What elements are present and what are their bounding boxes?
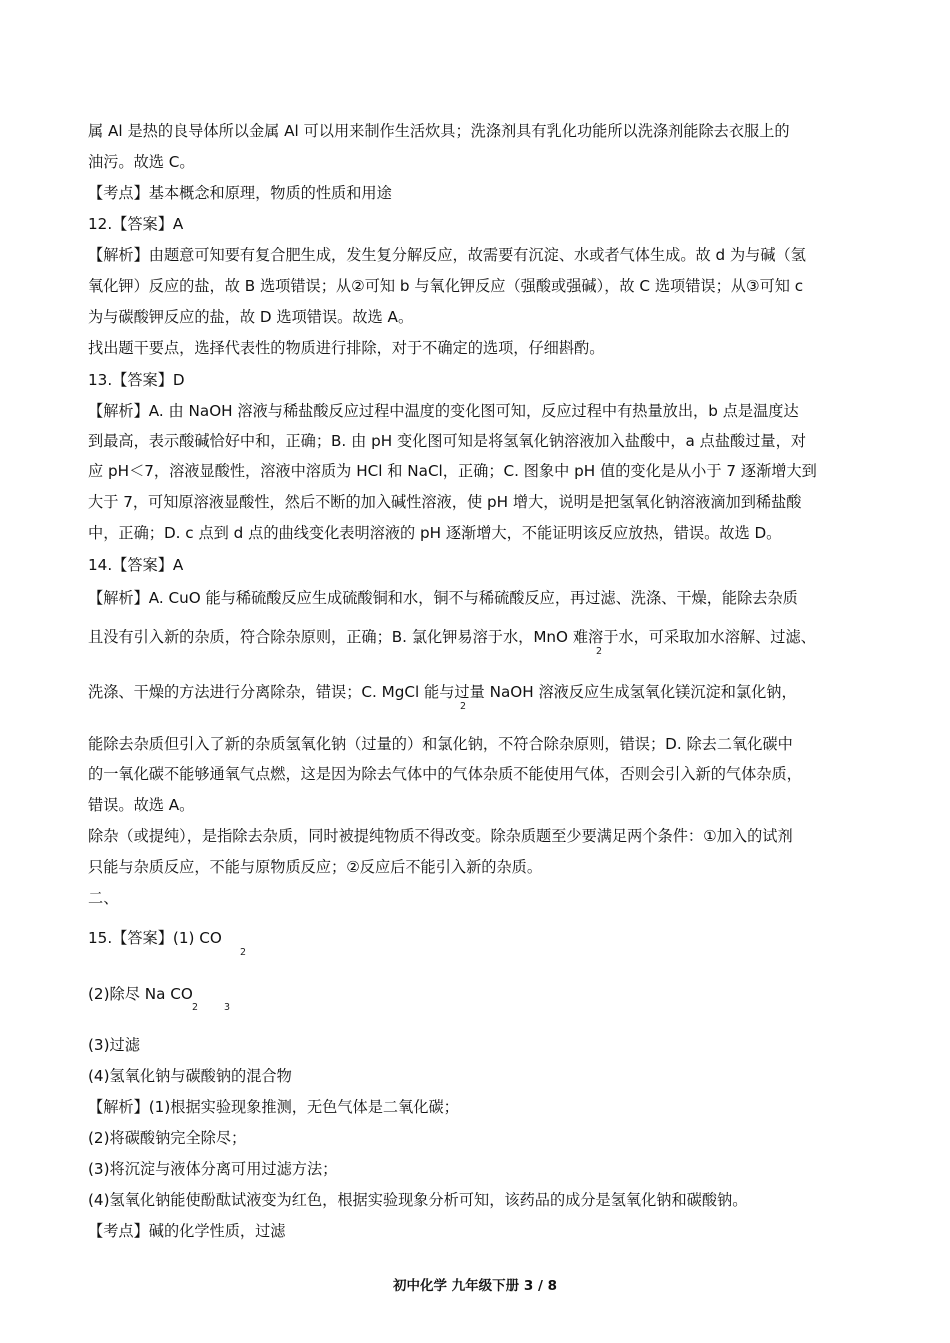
text-line: 大于 7，可知原溶液显酸性，然后不断的加入碱性溶液，使 pH 增大，说明是把氢氧化钠溶液滴加到稀盐酸 bbox=[88, 493, 802, 511]
text-line: 【解析】A. CuO 能与稀硫酸反应生成硫酸铜和水，铜不与稀硫酸反应，再过滤、洗涤、干燥，能除去杂质 bbox=[88, 589, 798, 607]
text-line: 错误。故选 A。 bbox=[88, 796, 195, 814]
text-line: (2)除尽 Na CO bbox=[88, 985, 193, 1003]
section-number: 二、 bbox=[88, 889, 119, 907]
text-line: 找出题干要点，选择代表性的物质进行排除，对于不确定的选项，仔细斟酌。 bbox=[88, 339, 605, 357]
text-line: 到最高，表示酸碱恰好中和，正确；B. 由 pH 变化图可知是将氢氧化钠溶液加入盐酸中，a 点盐酸过量，对 bbox=[88, 432, 806, 450]
text-line: 为与碳酸钾反应的盐，故 D 选项错误。故选 A。 bbox=[88, 308, 414, 326]
answer-heading: 13.【答案】D bbox=[88, 371, 185, 389]
text-line: 【解析】由题意可知要有复合肥生成，发生复分解反应，故需要有沉淀、水或者气体生成。故 d 为与碱（氢 bbox=[88, 246, 806, 264]
subscript: 3 bbox=[224, 1002, 231, 1013]
text-line: (4)氢氧化钠能使酚酞试液变为红色，根据实验现象分析可知，该药品的成分是氢氧化钠和碳酸钠。 bbox=[88, 1191, 748, 1209]
section-heading: 【考点】碱的化学性质，过滤 bbox=[88, 1222, 286, 1240]
text-line: 属 Al 是热的良导体所以金属 Al 可以用来制作生活炊具；洗涤剂具有乳化功能所以洗涤剂能除去衣服上的 bbox=[88, 122, 790, 140]
subscript: 2 bbox=[460, 701, 467, 712]
section-heading: 【考点】基本概念和原理，物质的性质和用途 bbox=[88, 184, 392, 202]
answer-heading: 12.【答案】A bbox=[88, 215, 184, 233]
text-line: (4)氢氧化钠与碳酸钠的混合物 bbox=[88, 1067, 292, 1085]
text-line: 【解析】(1)根据实验现象推测，无色气体是二氧化碳； bbox=[88, 1098, 459, 1116]
text-line: 应 pH＜7，溶液显酸性，溶液中溶质为 HCl 和 NaCl，正确；C. 图象中 pH 值的变化是从小于 7 逐渐增大到 bbox=[88, 462, 817, 480]
text-line: 油污。故选 C。 bbox=[88, 153, 195, 171]
text-line: 中，正确；D. c 点到 d 点的曲线变化表明溶液的 pH 逐渐增大，不能证明该反应放热，错误。故选 D。 bbox=[88, 524, 782, 542]
answer-heading: 15.【答案】(1) CO bbox=[88, 929, 222, 947]
text-line: 洗涤、干燥的方法进行分离除杂，错误；C. MgCl 能与过量 NaOH 溶液反应生成氢氧化镁沉淀和氯化钠， bbox=[88, 683, 797, 701]
text-line: (3)将沉淀与液体分离可用过滤方法； bbox=[88, 1160, 338, 1178]
text-line: (2)将碳酸钠完全除尽； bbox=[88, 1129, 247, 1147]
subscript: 2 bbox=[240, 947, 247, 958]
subscript: 2 bbox=[192, 1002, 199, 1013]
text-line: 且没有引入新的杂质，符合除杂原则，正确；B. 氯化钾易溶于水，MnO 难溶于水，可采取加水溶解、过滤、 bbox=[88, 628, 816, 646]
text-line: 的一氧化碳不能够通氧气点燃，这是因为除去气体中的气体杂质不能使用气体，否则会引入新的气体杂质， bbox=[88, 765, 802, 783]
text-line: 除杂（或提纯），是指除去杂质，同时被提纯物质不得改变。除杂质题至少要满足两个条件：①加入的试剂 bbox=[88, 827, 793, 845]
subscript: 2 bbox=[596, 646, 603, 657]
text-line: 能除去杂质但引入了新的杂质氢氧化钠（过量的）和氯化钠，不符合除杂原则，错误；D. 除去二氧化碳中 bbox=[88, 735, 793, 753]
text-line: 氧化钾）反应的盐，故 B 选项错误；从②可知 b 与氧化钾反应（强酸或强碱），故 C 选项错误；从③可知 c bbox=[88, 277, 804, 295]
answer-heading: 14.【答案】A bbox=[88, 556, 184, 574]
page-footer: 初中化学 九年级下册 3 / 8 bbox=[392, 1278, 558, 1294]
text-line: 【解析】A. 由 NaOH 溶液与稀盐酸反应过程中温度的变化图可知，反应过程中有热量放出，b 点是温度达 bbox=[88, 402, 799, 420]
text-line: (3)过滤 bbox=[88, 1036, 140, 1054]
text-line: 只能与杂质反应，不能与原物质反应；②反应后不能引入新的杂质。 bbox=[88, 858, 543, 876]
